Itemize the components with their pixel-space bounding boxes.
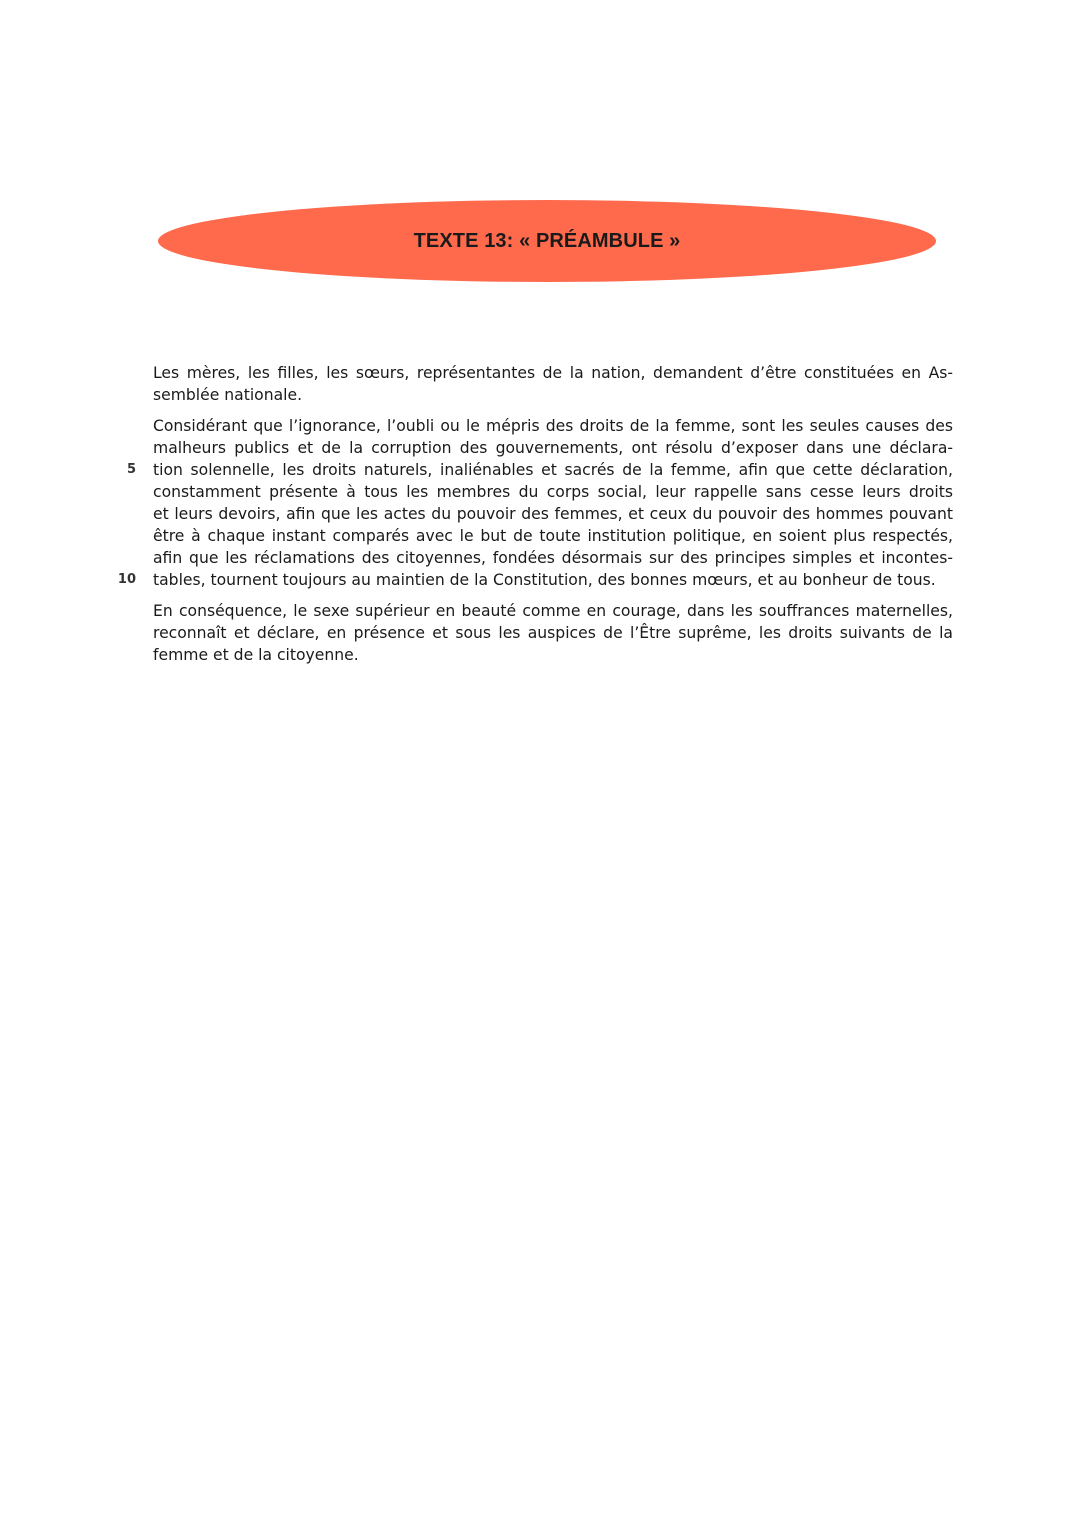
line-number: 10 — [117, 572, 136, 587]
text-body — [117, 362, 953, 675]
text-line: être à chaque instant comparés avec le but de toute institution politique, en soient plus respectés, — [153, 527, 953, 545]
paragraph-2 — [117, 415, 953, 591]
text-line: constamment présente à tous les membres du corps social, leur rappelle sans cesse leurs droits — [153, 483, 953, 501]
paragraph-3 — [153, 600, 953, 666]
paragraph-1 — [153, 362, 953, 406]
text-line: tables, tournent toujours au maintien de la Constitution, des bonnes mœurs, et au bonheur de tous. — [153, 571, 936, 589]
text-line: afin que les réclamations des citoyennes, fondées désormais sur des principes simples et incontes- — [153, 549, 953, 567]
text-line: Les mères, les filles, les sœurs, représentantes de la nation, demandent d’être constituées en As- — [153, 364, 953, 382]
title-banner — [158, 200, 936, 282]
text-line: malheurs publics et de la corruption des gouvernements, ont résolu d’exposer dans une déclara- — [153, 439, 953, 457]
text-line: En conséquence, le sexe supérieur en beauté comme en courage, dans les souffrances maternelles, — [153, 602, 953, 620]
text-line: tion solennelle, les droits naturels, inaliénables et sacrés de la femme, afin que cette déclaration, — [153, 461, 953, 479]
line-number: 5 — [126, 462, 136, 477]
text-line: reconnaît et déclare, en présence et sous les auspices de l’Être suprême, les droits suivants de la — [153, 624, 953, 642]
text-line: femme et de la citoyenne. — [153, 646, 359, 664]
text-line: semblée nationale. — [153, 386, 303, 404]
text-line: et leurs devoirs, afin que les actes du pouvoir des femmes, et ceux du pouvoir des hommes pouvant — [153, 505, 953, 523]
page-title: TEXTE 13: « PRÉAMBULE » — [413, 229, 681, 252]
text-line: Considérant que l’ignorance, l’oubli ou le mépris des droits de la femme, sont les seules causes des — [153, 417, 953, 435]
